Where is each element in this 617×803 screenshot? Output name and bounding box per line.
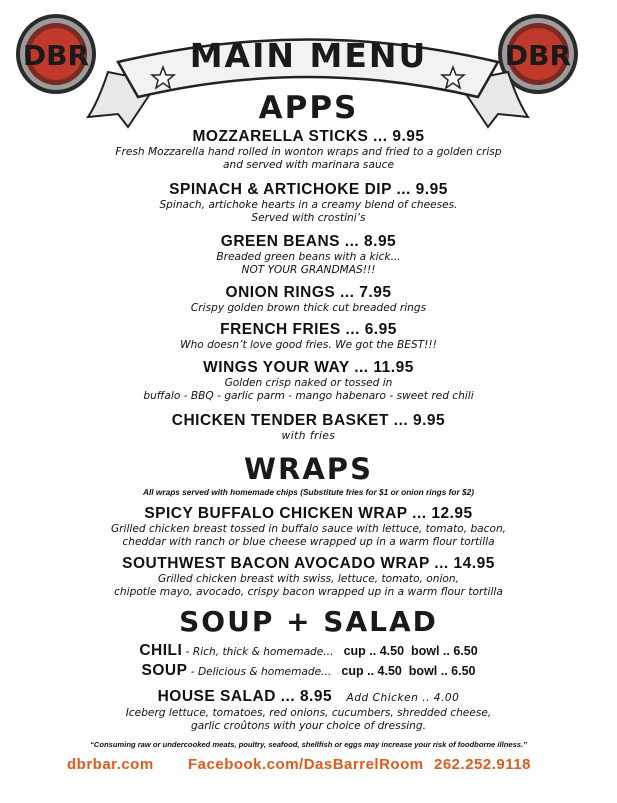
menu-item bbox=[0, 233, 617, 277]
item-title: SPICY BUFFALO CHICKEN WRAP ... 12.95 bbox=[144, 505, 473, 522]
apps-heading: APPS bbox=[258, 90, 359, 126]
menu-item bbox=[0, 284, 617, 315]
page-title: MAIN MENU bbox=[189, 36, 428, 75]
item-desc: with fries bbox=[281, 430, 336, 442]
item-desc: Fresh Mozzarella hand rolled in wonton wraps and fried to a golden crisp bbox=[115, 146, 502, 158]
item-title: SPINACH & ARTICHOKE DIP ... 9.95 bbox=[169, 181, 448, 198]
item-desc: Served with crostini’s bbox=[251, 212, 366, 224]
item-title: GREEN BEANS ... 8.95 bbox=[220, 233, 397, 250]
svg-text:DBR: DBR bbox=[504, 39, 572, 72]
svg-text:DBR: DBR bbox=[22, 39, 90, 72]
item-desc: chipotle mayo, avocado, crispy bacon wrapped up in a warm flour tortilla bbox=[114, 586, 503, 598]
menu-item bbox=[0, 359, 617, 403]
item-title: ONION RINGS ... 7.95 bbox=[225, 284, 392, 301]
item-desc: buffalo - BBQ - garlic parm - mango habenaro - sweet red chili bbox=[143, 390, 474, 402]
chili-line bbox=[0, 640, 617, 660]
item-desc: Grilled chicken breast tossed in buffalo sauce with lettuce, tomato, bacon, bbox=[110, 523, 507, 535]
menu-item bbox=[0, 688, 617, 733]
item-title: MOZZARELLA STICKS ... 9.95 bbox=[192, 128, 425, 145]
soup-desc: - Delicious & homemade... bbox=[187, 666, 332, 678]
item-desc: Spinach, artichoke hearts in a creamy blend of cheeses. bbox=[159, 199, 458, 211]
menu-item bbox=[0, 555, 617, 599]
item-title: WINGS YOUR WAY ... 11.95 bbox=[203, 359, 414, 376]
item-desc: and served with marinara sauce bbox=[222, 159, 394, 171]
soup-salad-heading: SOUP + SALAD bbox=[179, 605, 438, 638]
menu-item bbox=[0, 181, 617, 225]
food-safety-disclaimer: “Consuming raw or undercooked meats, poultry, seafood, shellfish or eggs may increase your risk of foodborne illness.” bbox=[90, 740, 527, 749]
wraps-note: All wraps served with homemade chips (Substitute fries for $1 or onion rings for $2) bbox=[142, 487, 475, 497]
item-desc: Grilled chicken breast with swiss, lettuce, tomato, onion, bbox=[158, 573, 459, 585]
menu-item bbox=[0, 412, 617, 443]
menu-item bbox=[0, 505, 617, 549]
soup-line bbox=[0, 660, 617, 680]
item-desc: Golden crisp naked or tossed in bbox=[224, 377, 393, 389]
menu-item bbox=[0, 321, 617, 352]
wraps-heading: WRAPS bbox=[244, 452, 373, 486]
chili-desc: - Rich, thick & homemade... bbox=[182, 646, 334, 658]
item-desc: cheddar with ranch or blue cheese wrapped up in a warm flour tortilla bbox=[122, 536, 495, 548]
item-desc: Who doesn’t love good fries. We got the BEST!!! bbox=[180, 339, 437, 351]
item-title: FRENCH FRIES ... 6.95 bbox=[220, 321, 397, 338]
item-title bbox=[0, 688, 617, 707]
item-desc: Crispy golden brown thick cut breaded rings bbox=[190, 302, 427, 314]
soup-price: cup .. 4.50 bowl .. 6.50 bbox=[341, 664, 476, 678]
chili-price: cup .. 4.50 bowl .. 6.50 bbox=[343, 644, 478, 658]
item-desc: Iceberg lettuce, tomatoes, red onions, cucumbers, shredded cheese, bbox=[125, 707, 492, 719]
facebook-link[interactable]: Facebook.com/DasBarrelRoom bbox=[188, 756, 424, 773]
soup-name: SOUP bbox=[141, 662, 188, 679]
menu-item bbox=[0, 128, 617, 172]
website-link[interactable]: dbrbar.com bbox=[67, 756, 154, 773]
item-title: SOUTHWEST BACON AVOCADO WRAP ... 14.95 bbox=[122, 555, 495, 572]
item-title: CHICKEN TENDER BASKET ... 9.95 bbox=[171, 412, 446, 429]
house-salad-title: HOUSE SALAD ... 8.95 bbox=[157, 688, 333, 705]
phone-number[interactable]: 262.252.9118 bbox=[434, 756, 531, 773]
chili-name: CHILI bbox=[139, 642, 183, 659]
item-desc: NOT YOUR GRANDMAS!!! bbox=[241, 264, 376, 276]
item-desc: Breaded green beans with a kick... bbox=[216, 251, 401, 263]
house-salad-add: Add Chicken .. 4.00 bbox=[346, 692, 460, 704]
item-desc: garlic croûtons with your choice of dressing. bbox=[191, 720, 426, 732]
